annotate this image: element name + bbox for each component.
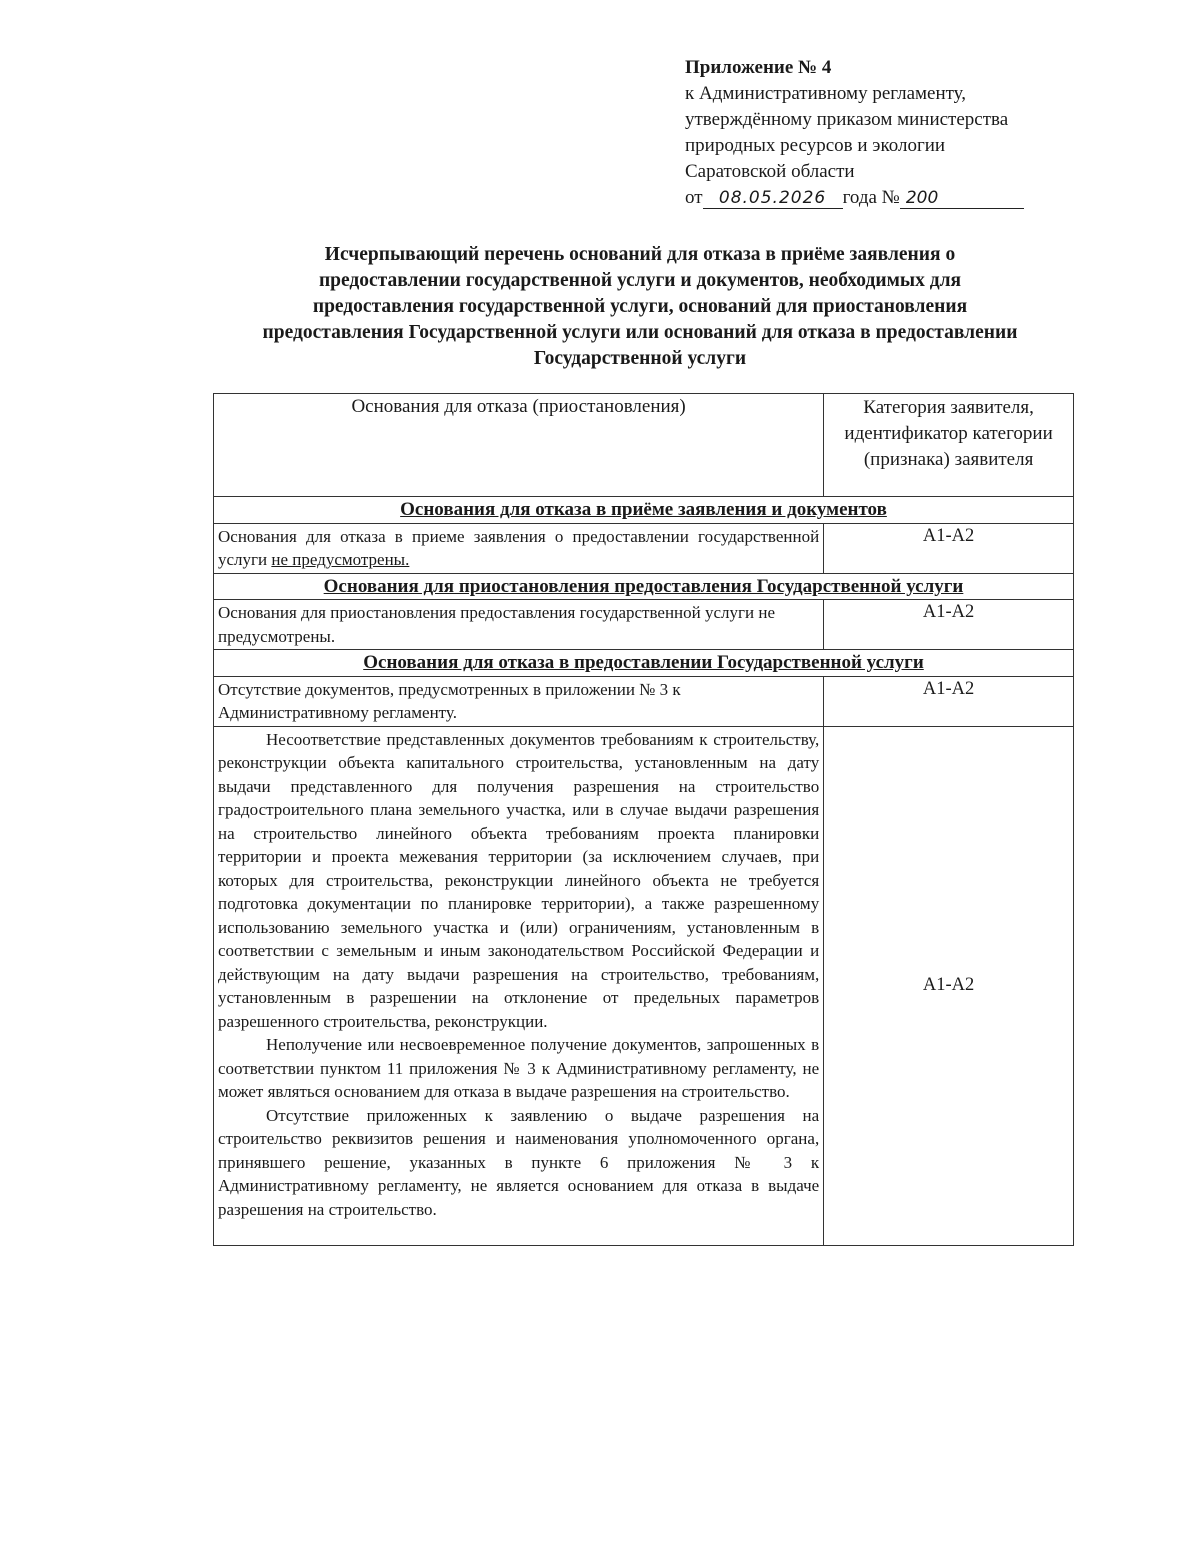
appendix-line: к Административному регламенту, (685, 83, 967, 104)
row-category: А1-А2 (824, 676, 1074, 726)
paragraph: Несоответствие представленных документов требованиям к строительству, реконструкции объекта капитального строительства, установленным на дату выдачи представленного для получения разрешения на строительство градостроительного плана земельного участка, или в случае выдачи разрешения на строительство линейного объекта требованиям проекта планировки территории и проекта межевания территории (за исключением случаев, при которых для строительства, реконструкции линейного объекта не требуется подготовка документации по планировке территории), а также разрешенному использованию земельного участка и (или) ограничениям, установленным в соответствии с земельным и иным законодательством Российской Федерации и действующим на дату выдачи разрешения на строительство, требованиям, установленным в разрешении на отклонение от предельных параметров разрешенного строительства, реконструкции. (218, 729, 820, 1031)
appendix-line: утверждённому приказом министерства (685, 109, 1009, 130)
table-row (214, 726, 1074, 1246)
header-basis: Основания для отказа (приостановления) (214, 394, 824, 497)
row-basis-underlined: не предусмотрены. (271, 550, 410, 569)
appendix-date-line (685, 185, 1105, 211)
title-line: предоставления Государственной услуги или оснований для отказа в предоставлении (262, 322, 1018, 343)
year-word: года № (842, 187, 900, 208)
handwritten-number: 200 (900, 188, 1024, 209)
grounds-table (213, 393, 1074, 1246)
section-title: Основания для отказа в приёме заявления и документов (214, 497, 1074, 524)
document-title (200, 242, 1080, 372)
title-line: предоставлении государственной услуги и документов, необходимых для (318, 270, 962, 291)
title-line: Государственной услуги (533, 348, 747, 369)
row-basis: Основания для приостановления предоставления государственной услуги не предусмотрены. (214, 600, 824, 650)
paragraph: Отсутствие приложенных к заявлению о выдаче разрешения на строительство реквизитов решения и наименования уполномоченного органа, принявшего решение, указанных в пункте 6 приложения № 3 к Административному регламенту, не является основанием для отказа в выдаче разрешения на строительство. (218, 1105, 820, 1219)
row-category: А1-А2 (824, 600, 1074, 650)
row-category: А1-А2 (824, 523, 1074, 573)
row-basis (214, 726, 824, 1246)
table-header-row (214, 394, 1074, 497)
section-title: Основания для приостановления предоставления Государственной услуги (214, 573, 1074, 600)
section-row (214, 573, 1074, 600)
appendix-line: природных ресурсов и экологии (685, 135, 946, 156)
section-row (214, 650, 1074, 677)
row-basis-text: Основания для отказа в приеме заявления о предоставлении государственной услуги (218, 526, 820, 569)
row-category: А1-А2 (824, 726, 1074, 1246)
table-row (214, 523, 1074, 573)
table-row (214, 676, 1074, 726)
appendix-block (685, 55, 1105, 211)
appendix-title: Приложение № 4 (685, 57, 832, 78)
title-line: Исчерпывающий перечень оснований для отказа в приёме заявления о (324, 244, 956, 265)
row-basis (214, 523, 824, 573)
section-title: Основания для отказа в предоставлении Государственной услуги (214, 650, 1074, 677)
section-row (214, 497, 1074, 524)
title-line: предоставления государственной услуги, оснований для приостановления (312, 296, 968, 317)
row-basis: Отсутствие документов, предусмотренных в приложении № 3 к Административному регламенту. (214, 676, 824, 726)
date-prefix: от (685, 187, 703, 208)
paragraph: Неполучение или несвоевременное получение документов, запрошенных в соответствии пунктом 11 приложения № 3 к Административному регламенту, не может являться основанием для отказа в выдаче разрешения на строительство. (218, 1035, 820, 1101)
handwritten-date: 08.05.2026 (703, 188, 843, 209)
header-category: Категория заявителя, идентификатор категории (признака) заявителя (824, 394, 1074, 497)
appendix-line: Саратовской области (685, 161, 855, 182)
table-row (214, 600, 1074, 650)
